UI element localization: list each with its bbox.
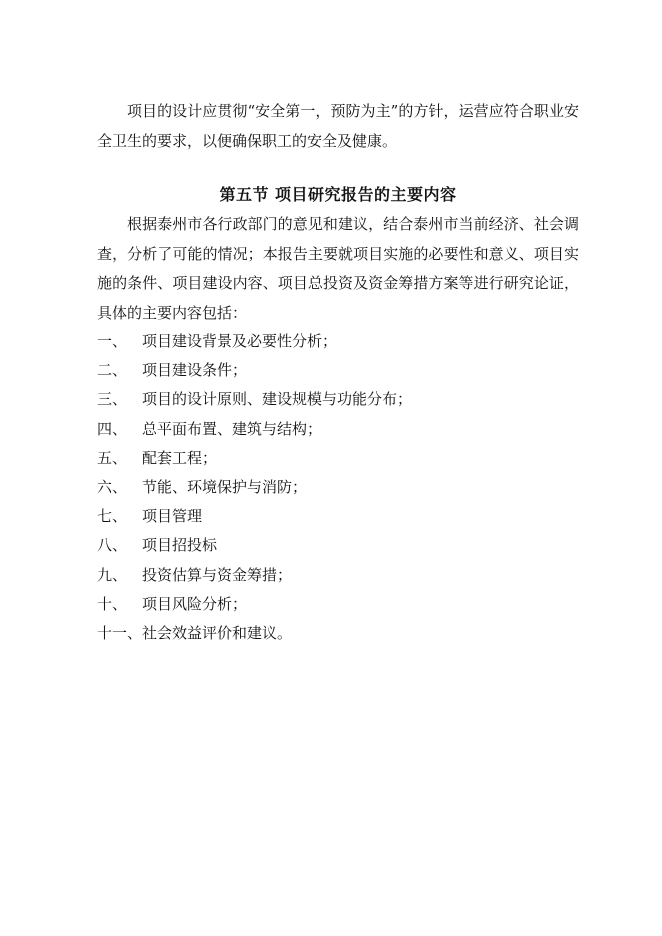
list-item-number: 二、 <box>97 361 128 380</box>
list-item-text: 节能、环境保护与消防； <box>142 477 308 496</box>
list-item-text: 社会效益评价和建议。 <box>142 623 293 642</box>
list-item-number: 十、 <box>97 594 128 613</box>
list-item-number: 三、 <box>97 390 128 409</box>
list-item <box>97 561 579 590</box>
list-item-number: 六、 <box>97 477 128 496</box>
list-item <box>97 415 579 444</box>
list-item-text: 项目管理 <box>142 507 203 526</box>
list-item <box>97 590 579 619</box>
list-item-number: 一、 <box>97 332 128 350</box>
list-item <box>97 385 579 414</box>
list-item <box>97 444 579 473</box>
list-item <box>97 473 579 502</box>
list-item-number: 四、 <box>97 419 128 438</box>
body-paragraph: 根据泰州市各行政部门的意见和建议，结合泰州市当前经济、社会调查，分析了可能的情况；本报告主要就项目实施的必要性和意义、项目实施的条件、项目建设内容、项目总投资及资金筹措方案等进行研究论证，具体的主要内容包括： <box>97 215 579 322</box>
list-item-text: 投资估算与资金筹措； <box>142 565 293 584</box>
intro-paragraph: 项目的设计应贯彻“安全第一，预防为主”的方针，运营应符合职业安全卫生的要求，以便确保职工的安全及健康。 <box>97 102 579 150</box>
list-item-number: 十一、 <box>97 623 143 642</box>
list-item-text: 配套工程； <box>142 448 218 467</box>
list-item-number: 九、 <box>97 565 128 584</box>
list-item-number: 五、 <box>97 448 128 467</box>
list-item-text: 项目风险分析； <box>142 594 248 613</box>
list-item-text: 项目建设背景及必要性分析； <box>142 332 338 350</box>
list-item-text: 总平面布置、建筑与结构； <box>142 419 323 438</box>
content-list <box>97 327 579 648</box>
list-item <box>97 327 579 356</box>
list-item <box>97 502 579 531</box>
list-item-text: 项目的设计原则、建设规模与功能分布； <box>142 390 413 409</box>
section-heading: 第五节 项目研究报告的主要内容 <box>219 185 457 204</box>
list-item <box>97 356 579 385</box>
list-item-text: 项目招投标 <box>142 536 218 555</box>
list-item <box>97 619 579 648</box>
list-item <box>97 531 579 560</box>
list-item-text: 项目建设条件； <box>142 361 248 380</box>
list-item-number: 八、 <box>97 536 128 555</box>
list-item-number: 七、 <box>97 507 128 526</box>
